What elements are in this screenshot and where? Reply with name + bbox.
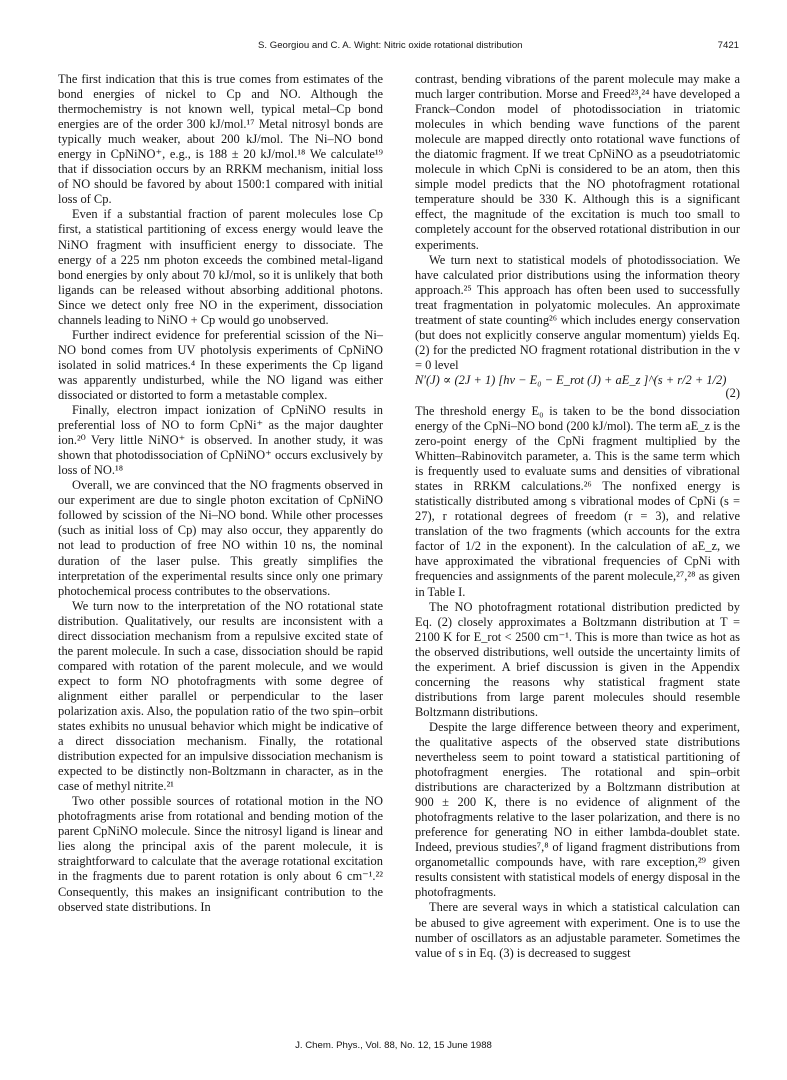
right-column xyxy=(415,72,740,961)
equation-2 xyxy=(415,373,740,404)
equation-expression: N′(J) ∝ (2J + 1) [hν − E₀ − E_rot (J) + aE_z ]^(s + r/2 + 1/2) xyxy=(415,372,727,387)
paragraph: Despite the large difference between theory and experiment, the qualitative aspects of the observed state distributions nevertheless seem to point toward a statistical partitioning of photofragment energies. The rotational and spin–orbit distributions are characterized by a Boltzmann distribution at 900 ± 200 K, there is no evidence of alignment of the photofragments relative to the laser polarization, and there is no preference for generating NO in either lambda-doublet state. Indeed, previous studies⁷,⁸ of ligand fragment distributions from organometallic compounds have, with rare exception,²⁹ given results consistent with statistical models of energy disposal in the photofragments. xyxy=(415,719,740,900)
paragraph: Further indirect evidence for preferential scission of the Ni–NO bond comes from UV photolysis experiments of CpNiNO isolated in solid matrices.⁴ In these experiments the Cp ligand was apparently undisturbed, while the NO ligand was either dissociated or distorted to form a metastable complex. xyxy=(58,327,383,402)
equation-number: (2) xyxy=(725,385,740,400)
paragraph: Even if a substantial fraction of parent molecules lose Cp first, a statistical partitioning of excess energy would leave the NiNO fragment with insufficient energy to dissociate. The energy of a 225 nm photon exceeds the combined metal-ligand bond energies by only about 70 kJ/mol, so it is unlikely that both ligands can be released without absorbing additional photons. Since we detect only free NO in the experiment, dissociation channels leading to NiNO + Cp would go unobserved. xyxy=(58,207,383,327)
paragraph: contrast, bending vibrations of the parent molecule may make a much larger contribution. Morse and Freed²³,²⁴ have developed a Franck–Condon model of photodissociation in triatomic molecules in which bending wave functions of the parent molecule are mapped directly onto rotational wave functions of the diatomic fragment. If we treat CpNiNO as a pseudotriatomic molecule in which CpNi is considered to be an atom, then this simple model predicts that the NO photofragment rotational temperature should be 330 K. Although this is a significant effect, the magnitude of the excitation is much too small to completely account for the observed rotational distribution in our experiments. xyxy=(415,72,740,252)
paragraph: There are several ways in which a statistical calculation can be abused to give agreement with experiment. One is to use the number of oscillators as an adjustable parameter. Sometimes the value of s in Eq. (3) is decreased to suggest xyxy=(415,900,740,960)
page-number: 7421 xyxy=(717,40,739,51)
running-head xyxy=(58,40,739,56)
paragraph: Overall, we are convinced that the NO fragments observed in our experiment are due to single photon excitation of CpNiNO followed by scission of the Ni–NO bond. While other processes (such as initial loss of Cp) may also occur, they apparently do not lead to production of free NO within 10 ns, the nominal duration of the laser pulse. This greatly simplifies the interpretation of the experimental results since only one primary photochemical process contributes to the observations. xyxy=(58,478,383,598)
paragraph: Finally, electron impact ionization of CpNiNO results in preferential loss of NO to form CpNi⁺ as the major daughter ion.²⁰ Very little NiNO⁺ is observed. In another study, it was shown that photodissociation of CpNiNO⁺ occurs exclusively by loss of NO.¹⁸ xyxy=(58,403,383,478)
paragraph: The threshold energy E₀ is taken to be the bond dissociation energy of the CpNi–NO bond (200 kJ/mol). The term aE_z is the zero-point energy of the CpNi fragment multiplied by the Whitten–Rabinovitch parameter, a. This is the same term which is frequently used to evaluate sums and densities of vibrational states in RRKM calculations.²⁶ The nonfixed energy is statistically distributed among s vibrational modes of CpNi (s = 27), r rotational degrees of freedom (r = 3), and relative translation of the two fragments (which accounts for the extra factor of 1/2 in the exponent). In the calculation of aE_z, we have approximated the vibrational frequencies of CpNi with frequencies and assignments of the parent molecule,²⁷,²⁸ as given in Table I. xyxy=(415,403,740,599)
running-head-title: S. Georgiou and C. A. Wight: Nitric oxide rotational distribution xyxy=(258,40,523,51)
journal-citation-footer: J. Chem. Phys., Vol. 88, No. 12, 15 June 1988 xyxy=(295,1040,492,1051)
left-column xyxy=(58,72,383,915)
paragraph: The first indication that this is true comes from estimates of the bond energies of nickel to Cp and NO. Although the thermochemistry is not known well, typical metal–Cp bond energies are of the order 300 kJ/mol.¹⁷ Metal nitrosyl bonds are typically much weaker, about 200 kJ/mol. The Ni–NO bond energy in CpNiNO⁺, e.g., is 188 ± 20 kJ/mol.¹⁸ We calculate¹⁹ that if dissociation occurs by an RRKM mechanism, initial loss of NO should be favored by about 1500:1 compared with initial loss of Cp. xyxy=(58,72,383,207)
paragraph: We turn next to statistical models of photodissociation. We have calculated prior distributions using the information theory approach.²⁵ This approach has often been used to successfully treat fragmentation in polyatomic molecules. An approximate treatment of state counting²⁶ which includes energy conservation (but does not explicitly conserve angular momentum) yields Eq. (2) for the predicted NO fragment rotational distribution in the v = 0 level xyxy=(415,252,740,372)
paragraph: Two other possible sources of rotational motion in the NO photofragments arise from rotational and bending motion of the parent CpNiNO molecule. Since the nitrosyl ligand is linear and lies along the principal axis of the parent molecule, it is straightforward to calculate that the average rotational excitation in the fragments due to parent rotation is only about 6 cm⁻¹.²² Consequently, this makes an insignificant contribution to the observed state distributions. In xyxy=(58,794,383,914)
paragraph: We turn now to the interpretation of the NO rotational state distribution. Qualitatively, our results are inconsistent with a direct dissociation mechanism from a repulsive excited state of the parent molecule. In such a case, dissociation should be rapid compared with rotation of the parent molecule, and we would expect to form NO photofragments with some degree of alignment either parallel or perpendicular to the laser polarization axis. Also, the population ratio of the two spin–orbit states exhibits no unusual behavior which might be indicative of a direct dissociation mechanism. Finally, the rotational distribution expected for an impulsive dissociation mechanism is expected to be distinctly non-Boltzmann in character, as in the case of methyl nitrite.²¹ xyxy=(58,598,383,794)
paragraph: The NO photofragment rotational distribution predicted by Eq. (2) closely approximates a Boltzmann distribution at T = 2100 K for E_rot < 2500 cm⁻¹. This is more than twice as hot as the observed distributions, well outside the uncertainty limits of the experiment. A brief discussion is given in the Appendix concerning the reasons why statistical fragment state distributions from large parent molecules should resemble Boltzmann distributions. xyxy=(415,599,740,719)
